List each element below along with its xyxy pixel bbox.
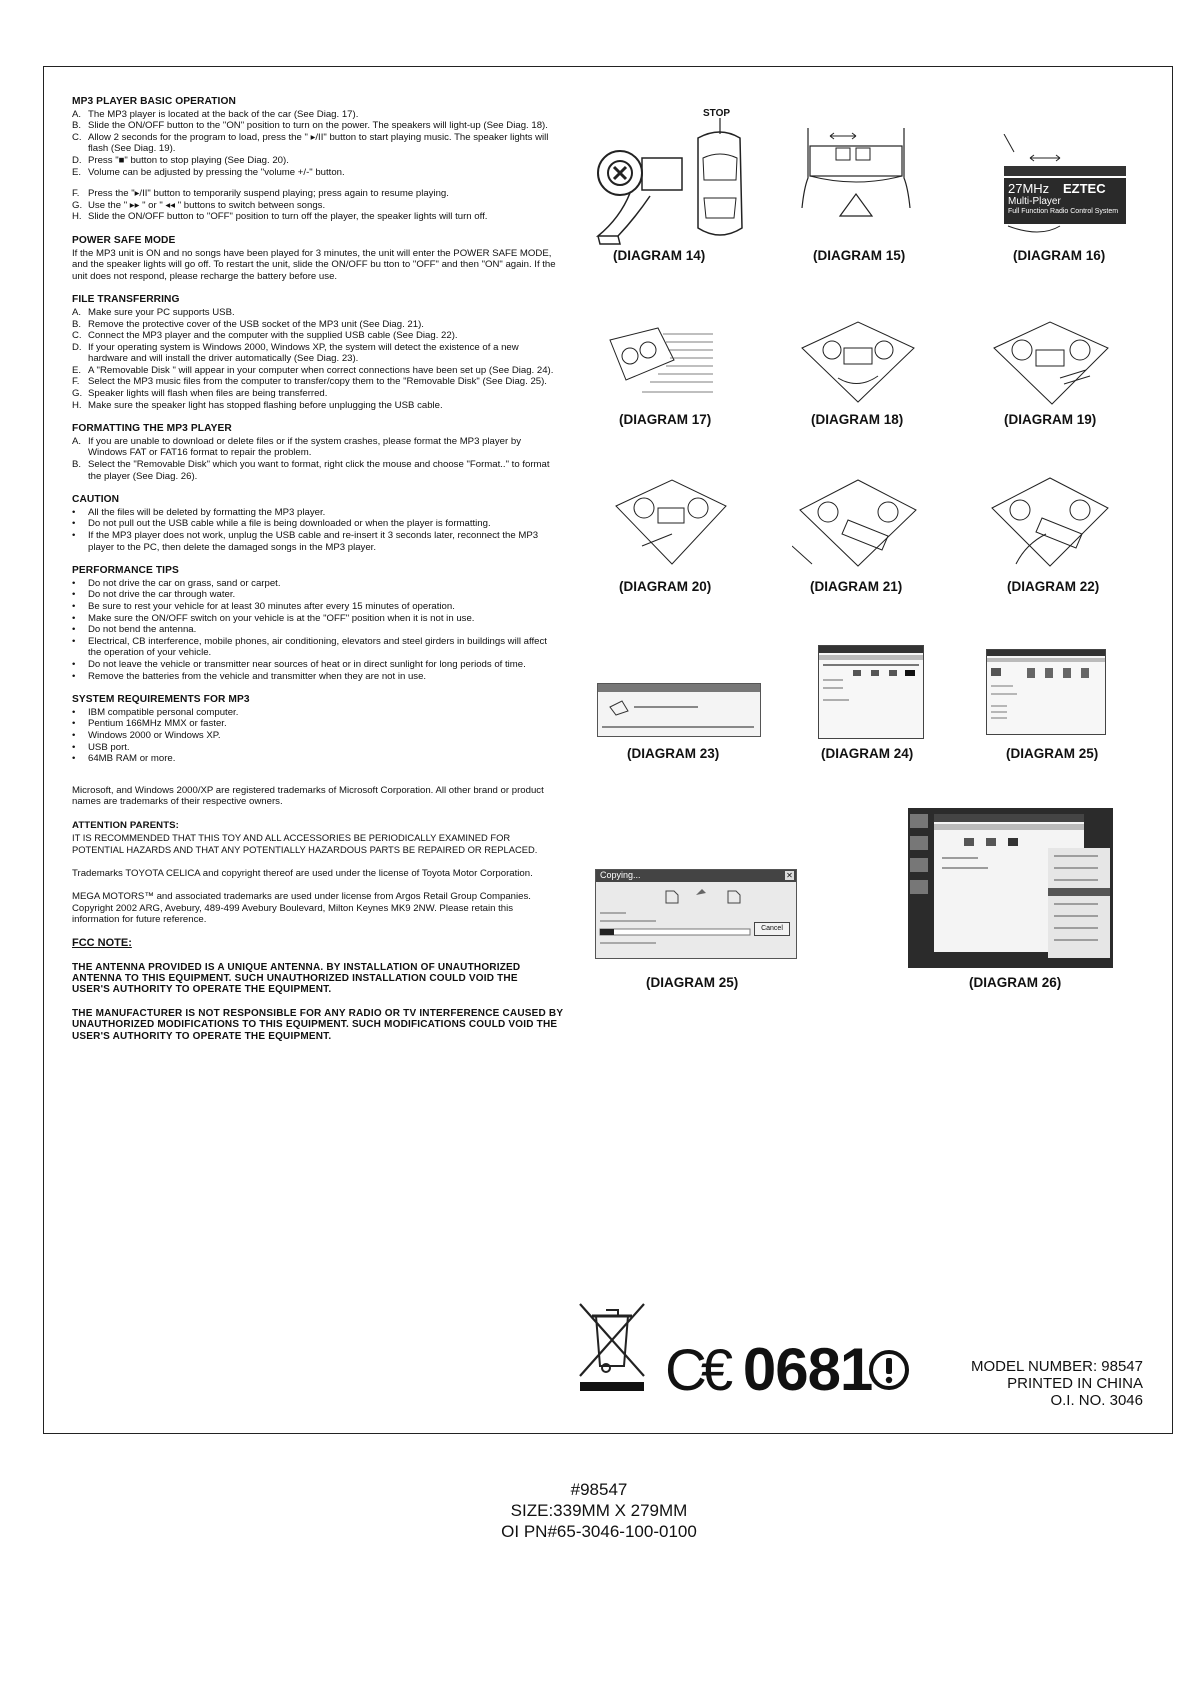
perf-item: [72, 578, 557, 590]
footer-block: [0, 1479, 1198, 1542]
item-marker: G.: [72, 199, 83, 211]
diagram-22-image: [986, 474, 1114, 570]
item-marker: •: [72, 577, 76, 589]
diagram-16-caption: (DIAGRAM 16): [1013, 248, 1106, 263]
item-text: Do not pull out the USB cable while a file is being downloaded or when the player is formatting.: [88, 518, 491, 530]
perf-item: [72, 647, 557, 659]
item-text: Make sure your PC supports USB.: [88, 306, 235, 318]
item-marker: •: [72, 589, 76, 601]
sysreq-item: [72, 753, 557, 765]
footer-pn: OI PN#65-3046-100-0100: [501, 1522, 697, 1541]
diagram-23-image: [597, 683, 761, 737]
diagram-25b-caption: (DIAGRAM 25): [646, 975, 739, 990]
perf-item: [72, 601, 557, 613]
freq-label: 27MHz: [1008, 181, 1050, 196]
mp3-item: [72, 109, 557, 121]
item-marker: •: [72, 741, 76, 753]
item-marker: •: [72, 518, 76, 530]
diagram-21-image: [792, 476, 922, 570]
item-marker: •: [72, 600, 76, 612]
item-marker: •: [72, 658, 76, 670]
item-text: All the files will be deleted by formatting the MP3 player.: [88, 506, 326, 518]
diagram-15-image: [800, 128, 912, 228]
sysreq-item: [72, 707, 557, 719]
caution-item: [72, 518, 557, 530]
item-text: Pentium 166MHz MMX or faster.: [88, 718, 227, 730]
sysreq-item: [72, 742, 557, 754]
item-marker: •: [72, 753, 76, 765]
diagram-19-caption: (DIAGRAM 19): [1004, 412, 1097, 427]
caution-list: [72, 507, 557, 553]
cancel-button: Cancel: [754, 922, 790, 936]
item-text: If you are unable to download or delete files or if the system crashes, please format the MP3 player by Windows FAT or FAT16 format to repair the problem.: [88, 435, 522, 459]
file-item: [72, 388, 557, 400]
mp3-heading: MP3 PLAYER BASIC OPERATION: [72, 96, 236, 107]
attention-text: IT IS RECOMMENDED THAT THIS TOY AND ALL ACCESSORIES BE PERIODICALLY EXAMINED FOR POTENTIAL HAZARDS AND THAT ANY POTENTIALLY HAZARDOUS PARTS BE REPAIRED OR REPLACED.: [72, 832, 538, 856]
diagram-24-image: [818, 645, 924, 739]
ce-mark: [665, 1336, 873, 1403]
ce-number: 0681: [742, 1336, 873, 1403]
item-marker: B.: [72, 459, 82, 471]
item-text: Connect the MP3 player and the computer with the supplied USB cable (See Diag. 22).: [88, 330, 458, 342]
item-text: Windows 2000 or Windows XP.: [88, 729, 221, 741]
sysreq-item: [72, 730, 557, 742]
item-text: A "Removable Disk " will appear in your computer when correct connections have been set up (See Diag. 24).: [88, 364, 554, 376]
item-text: If your operating system is Windows 2000, Windows XP, the system will detect the existence of a new hardware and will install the driver automatically (See Diag. 23).: [88, 341, 519, 365]
mp3-item: [72, 188, 557, 200]
file-item: [72, 319, 557, 331]
diagram-19-image: [990, 318, 1112, 408]
format-item: [72, 436, 557, 459]
file-item: [72, 400, 557, 412]
format-list: [72, 436, 557, 482]
item-marker: •: [72, 706, 76, 718]
mp3-list: [72, 109, 557, 223]
eztec-brand: EZTEC: [1063, 181, 1106, 196]
item-marker: H.: [72, 399, 82, 411]
item-marker: A.: [72, 306, 82, 318]
perf-item: [72, 659, 557, 671]
power-text: If the MP3 unit is ON and no songs have been played for 3 minutes, the unit will enter the POWER SAFE MODE, and the speaker lights will go off. To restart the unit, slide the ON/OFF bu tton to "OFF" and then "ON" again. If the unit does not respond, please recharge the battery before use.: [72, 247, 556, 282]
item-marker: •: [72, 612, 76, 624]
item-marker: B.: [72, 318, 82, 330]
file-item: [72, 376, 557, 388]
diagram-22-caption: (DIAGRAM 22): [1007, 579, 1100, 594]
item-marker: C.: [72, 131, 82, 143]
mp3-item: [72, 200, 557, 212]
power-heading: POWER SAFE MODE: [72, 234, 176, 246]
perf-heading: PERFORMANCE TIPS: [72, 565, 179, 577]
perf-item: [72, 671, 557, 683]
item-marker: E.: [72, 364, 82, 376]
item-marker: A.: [72, 435, 82, 447]
perf-item: [72, 636, 557, 648]
transmitter-car-drawing: [590, 118, 750, 248]
item-text: Press the "▸/II" button to temporarily suspend playing; press again to resume playing.: [88, 188, 449, 200]
trademark-microsoft: Microsoft, and Windows 2000/XP are registered trademarks of Microsoft Corporation. All other brand or product names are trademarks of their respective owners.: [72, 784, 544, 808]
item-marker: •: [72, 506, 76, 518]
item-text: Volume can be adjusted by pressing the "volume +/-" button.: [88, 166, 345, 178]
model-block: [883, 1358, 1143, 1409]
fcc-heading: FCC NOTE:: [72, 937, 132, 950]
item-marker: •: [72, 624, 76, 636]
item-marker: G.: [72, 388, 83, 400]
item-marker: F.: [72, 376, 80, 388]
mp3-item: [72, 167, 557, 179]
diagram-25b-image: Copying... ✕ Cancel: [595, 869, 797, 959]
item-text: Remove the protective cover of the USB socket of the MP3 unit (See Diag. 21).: [88, 318, 424, 330]
item-marker: F.: [72, 188, 80, 200]
item-text: 64MB RAM or more.: [88, 753, 176, 765]
item-marker: •: [72, 635, 76, 647]
diagram-15-caption: (DIAGRAM 15): [813, 248, 906, 263]
attention-heading: ATTENTION PARENTS:: [72, 819, 179, 831]
fcc-antenna-text: THE ANTENNA PROVIDED IS A UNIQUE ANTENNA. BY INSTALLATION OF UNAUTHORIZED ANTENNA TO THIS EQUIPMENT. SUCH UNAUTHORIZED INSTALLATION COULD VOID THE USER'S AUTHORITY TO OPERATE THE EQUIPMENT.: [72, 961, 521, 996]
item-marker: D.: [72, 154, 82, 166]
diagram-18-image: [798, 318, 918, 406]
item-marker: H.: [72, 211, 82, 223]
item-text: the operation of your vehicle.: [88, 647, 212, 659]
item-marker: •: [72, 718, 76, 730]
item-text: IBM compatible personal computer.: [88, 706, 239, 718]
item-text: Remove the batteries from the vehicle and transmitter when they are not in use.: [88, 670, 427, 682]
ce-symbol: C€: [665, 1338, 728, 1403]
perf-item: [72, 624, 557, 636]
item-text: If the MP3 player does not work, unplug the USB cable and re-insert it 3 seconds later, reconnect the MP3 player to the PC, then delete the damaged songs in the MP3 player.: [88, 530, 539, 553]
perf-item: [72, 589, 557, 601]
diagram-23-caption: (DIAGRAM 23): [627, 746, 720, 761]
instructions-column: [72, 96, 564, 1042]
sysreq-list: [72, 707, 557, 765]
file-item: [72, 342, 557, 365]
perf-item: [72, 613, 557, 625]
item-text: Do not drive the car on grass, sand or carpet.: [88, 577, 281, 589]
diagram-14-image: [590, 118, 750, 248]
file-list: [72, 307, 557, 411]
item-text: Be sure to rest your vehicle for at least 30 minutes after every 15 minutes of operation.: [88, 600, 455, 612]
diagram-17-caption: (DIAGRAM 17): [619, 412, 712, 427]
trademark-mega: MEGA MOTORS™ and associated trademarks are used under license from Argos Retail Group Companies. Copyright 2002 ARG, Avebury, 489-499 Avebury Boulevard, Milton Keynes MK9 2NW. Please retain this information for future reference.: [72, 891, 531, 926]
model-number: MODEL NUMBER: 98547: [970, 1358, 1143, 1375]
item-text: Press "■" button to stop playing (See Diag. 20).: [88, 154, 289, 166]
item-text: Select the MP3 music files from the computer to transfer/copy them to the "Removable Disk" (See Diag. 25).: [88, 376, 547, 388]
diagram-21-caption: (DIAGRAM 21): [810, 579, 903, 594]
weee-bin-icon: [576, 1300, 648, 1392]
item-text: Slide the ON/OFF button to "OFF" position to turn off the player, the speaker lights will turn off.: [88, 211, 488, 223]
item-text: Electrical, CB interference, mobile phones, air conditioning, elevators and steel girders in buildings will affect: [88, 635, 547, 647]
diagram-16-image: [1000, 134, 1130, 240]
perf-list: [72, 578, 557, 682]
format-item: [72, 459, 557, 482]
printed-in: PRINTED IN CHINA: [1007, 1375, 1143, 1392]
item-marker: B.: [72, 120, 82, 132]
item-marker: A.: [72, 108, 82, 120]
diagram-14-caption: (DIAGRAM 14): [613, 248, 706, 263]
item-text: Do not leave the vehicle or transmitter near sources of heat or in direct sunlight for long periods of time.: [88, 658, 526, 670]
item-text: The MP3 player is located at the back of the car (See Diag. 17).: [88, 108, 359, 120]
item-text: Do not bend the antenna.: [88, 624, 197, 636]
mp3-item: [72, 211, 557, 223]
mp3-item: [72, 120, 557, 132]
item-marker: C.: [72, 330, 82, 342]
fcc-manufacturer-text: THE MANUFACTURER IS NOT RESPONSIBLE FOR ANY RADIO OR TV INTERFERENCE CAUSED BY UNAUTHORIZED MODIFICATIONS TO THIS EQUIPMENT. SUCH MODIFICATIONS COULD VOID THE USER'S AUTHORITY TO OPERATE THE EQUIPMENT.: [72, 1007, 564, 1042]
sysreq-heading: SYSTEM REQUIREMENTS FOR MP3: [72, 694, 250, 706]
footer-size: SIZE:339MM X 279MM: [510, 1501, 688, 1520]
diagram-18-caption: (DIAGRAM 18): [811, 412, 904, 427]
multiplayer-label: Multi-Player: [1008, 196, 1061, 207]
item-text: USB port.: [88, 741, 130, 753]
diagram-20-caption: (DIAGRAM 20): [619, 579, 712, 594]
oi-number: O.I. NO. 3046: [1050, 1392, 1143, 1409]
stop-label: STOP: [703, 108, 731, 119]
mp3-item: [72, 132, 557, 155]
spacer: [72, 178, 557, 188]
item-text: Select the "Removable Disk" which you want to format, right click the mouse and choose "Format.." to format the player (See Diag. 26).: [88, 459, 550, 482]
caution-item: [72, 530, 557, 553]
diagram-26-caption: (DIAGRAM 26): [969, 975, 1062, 990]
file-heading: FILE TRANSFERRING: [72, 294, 180, 306]
caution-item: [72, 507, 557, 519]
item-text: Make sure the ON/OFF switch on your vehicle is at the "OFF" position when it is not in use.: [88, 612, 475, 624]
diagram-24-caption: (DIAGRAM 24): [821, 746, 914, 761]
file-item: [72, 307, 557, 319]
item-text: Do not drive the car through water.: [88, 589, 236, 601]
diagram-25a-image: [986, 649, 1106, 735]
file-item: [72, 365, 557, 377]
format-heading: FORMATTING THE MP3 PLAYER: [72, 423, 232, 435]
item-marker: •: [72, 670, 76, 682]
item-marker: D.: [72, 341, 82, 353]
diagram-20-image: [612, 476, 730, 568]
footer-part-number: #98547: [570, 1480, 628, 1499]
diagram-25a-caption: (DIAGRAM 25): [1006, 746, 1099, 761]
item-marker: E.: [72, 166, 82, 178]
trademark-toyota: Trademarks TOYOTA CELICA and copyright thereof are used under the license of Toyota Motor Corporation.: [72, 867, 533, 879]
diagram-17-image: [608, 320, 723, 402]
control-system-label: Full Function Radio Control System: [1008, 208, 1119, 215]
item-marker: •: [72, 729, 76, 741]
item-text: Speaker lights will flash when files are being transferred.: [88, 388, 328, 400]
item-marker: •: [72, 530, 76, 541]
file-item: [72, 330, 557, 342]
mp3-item: [72, 155, 557, 167]
item-text: Slide the ON/OFF button to the "ON" position to turn on the power. The speakers will light-up (See Diag. 18).: [88, 120, 548, 132]
item-text: Make sure the speaker light has stopped flashing before unplugging the USB cable.: [88, 399, 443, 411]
caution-heading: CAUTION: [72, 494, 120, 506]
item-text: Use the " ▸▸ " or " ◂◂ " buttons to switch between songs.: [88, 199, 326, 211]
diagram-26-image: [908, 808, 1113, 968]
item-text: Allow 2 seconds for the program to load, press the " ▸/II" button to start playing music. The speaker lights will flash (See Diag. 19).: [88, 131, 549, 155]
copying-title: Copying...: [600, 870, 641, 880]
sysreq-item: [72, 718, 557, 730]
